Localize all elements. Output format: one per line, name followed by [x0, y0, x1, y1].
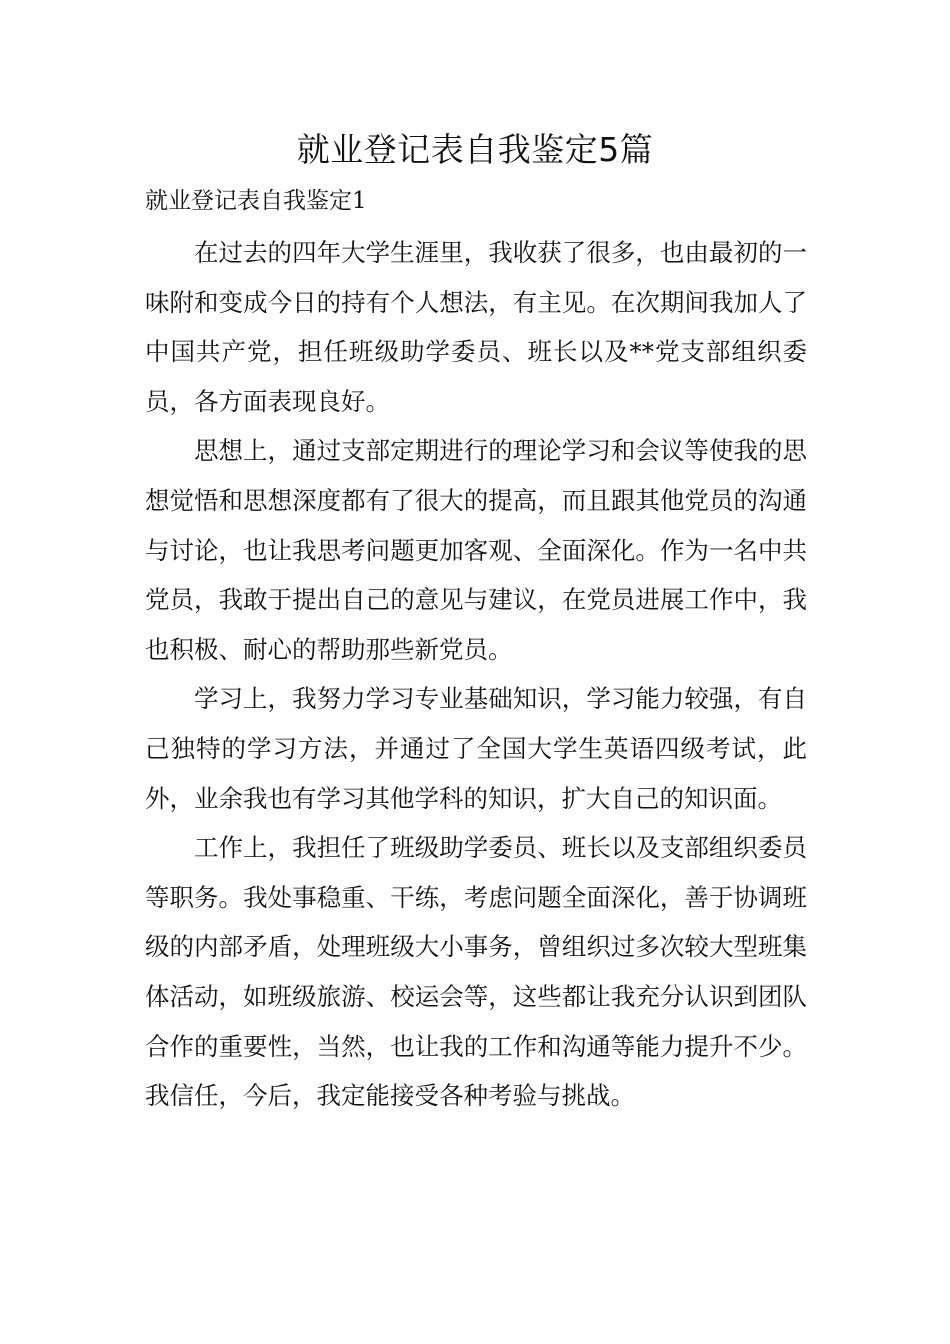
document-title: 就业登记表自我鉴定5篇 [296, 130, 654, 169]
paragraph-intro: 在过去的四年大学生涯里，我收获了很多，也由最初的一味附和变成今日的持有个人想法，有主见。在次期间我加人了中国共产党，担任班级助学委员、班长以及**党支部组织委员，各方面表现良好。 [145, 238, 807, 416]
document-body [145, 228, 807, 1121]
section-heading: 就业登记表自我鉴定1 [145, 188, 367, 214]
paragraph-thought: 思想上，通过支部定期进行的理论学习和会议等使我的思想觉悟和思想深度都有了很大的提高，而且跟其他党员的沟通与讨论，也让我思考问题更加客观、全面深化。作为一名中共党员，我敢于提出自己的意见与建议，在党员进展工作中，我也积极、耐心的帮助那些新党员。 [145, 436, 807, 664]
paragraph-study: 学习上，我努力学习专业基础知识，学习能力较强，有自己独特的学习方法，并通过了全国大学生英语四级考试，此外，业余我也有学习其他学科的知识，扩大自己的知识面。 [145, 684, 807, 813]
paragraph-work: 工作上，我担任了班级助学委员、班长以及支部组织委员等职务。我处事稳重、干练，考虑问题全面深化，善于协调班级的内部矛盾，处理班级大小事务，曾组织过多次较大型班集体活动，如班级旅游、校运会等，这些都让我充分认识到团队合作的重要性，当然，也让我的工作和沟通等能力提升不少。我信任，今后，我定能接受各种考验与挑战。 [145, 833, 807, 1111]
